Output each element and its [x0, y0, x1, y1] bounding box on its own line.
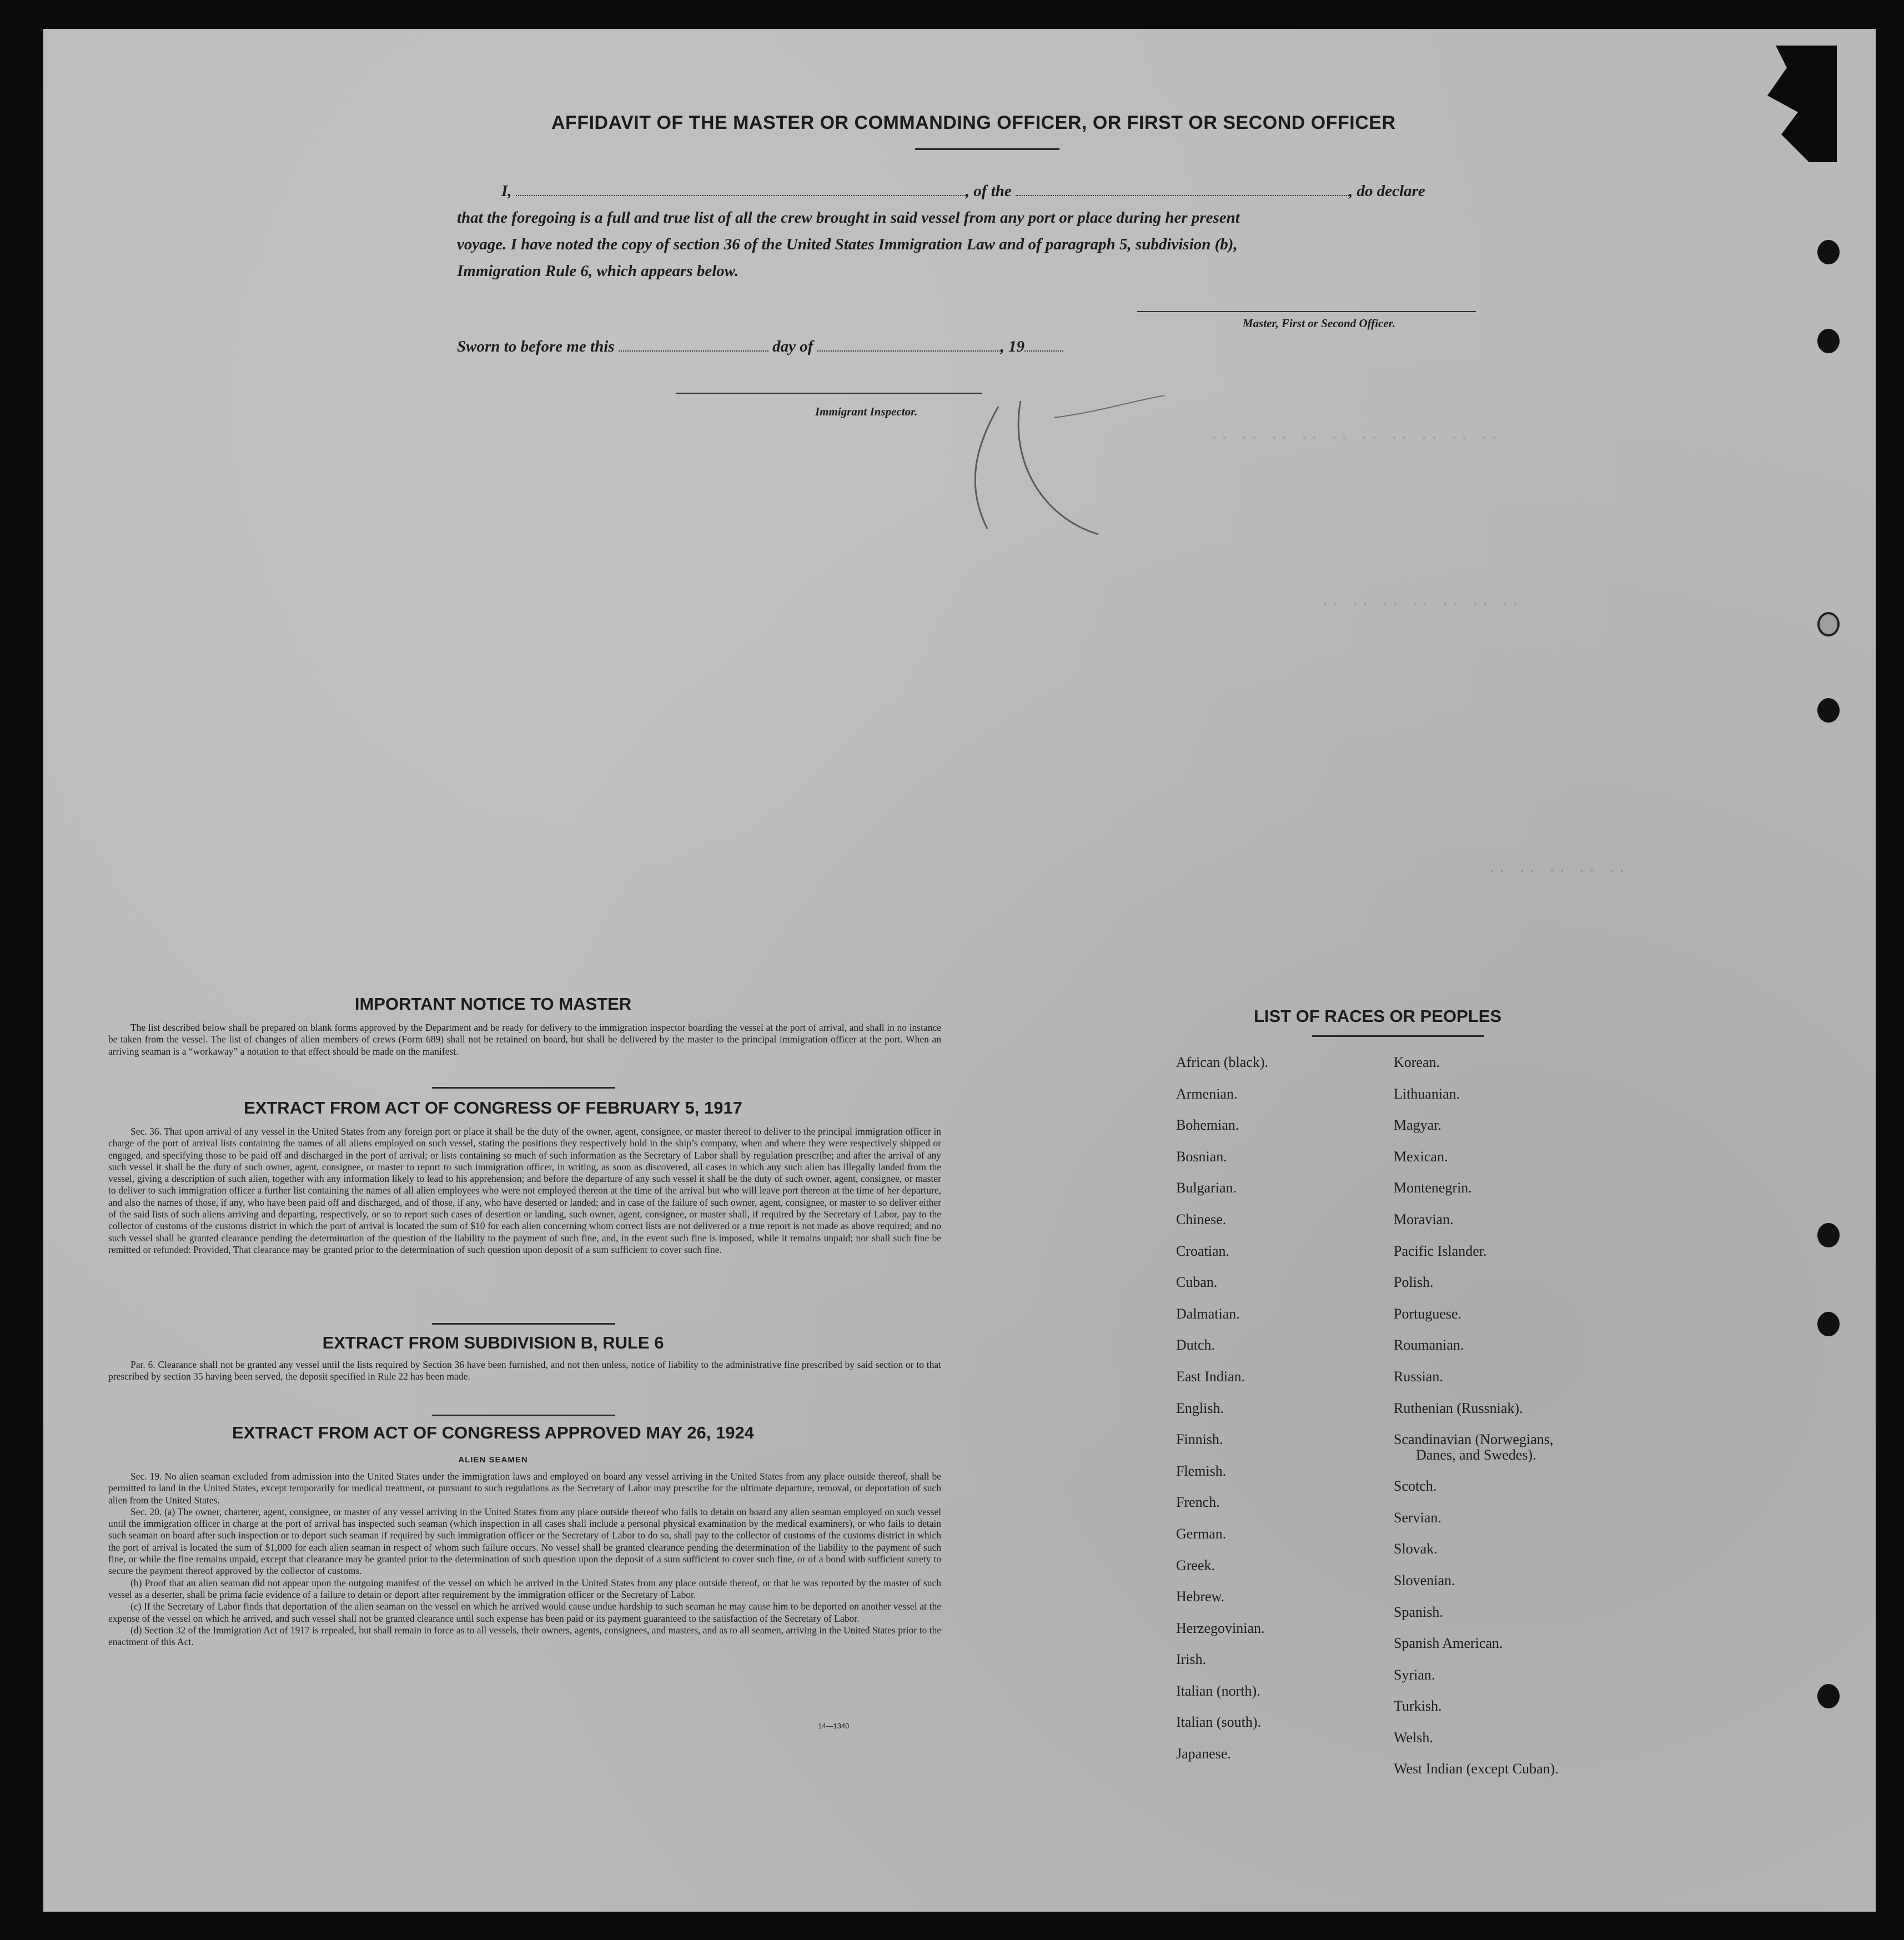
extract-1924-heading: EXTRACT FROM ACT OF CONGRESS APPROVED MAY 26, 1924 [232, 1423, 754, 1442]
bleed-through: ·· ·· ·· ·· ·· [1487, 862, 1627, 881]
pencil-scribble [954, 395, 1265, 540]
race-item: Italian (north). [1176, 1682, 1260, 1699]
sworn-label: Sworn to before me this [457, 338, 615, 355]
affidavit-line-1 [457, 178, 1523, 204]
race-item: Finnish. [1176, 1431, 1223, 1448]
race-item: Spanish. [1394, 1603, 1443, 1620]
document-page [43, 29, 1876, 1912]
affidavit-do-declare: , do declare [1349, 182, 1425, 200]
day-of-label: day of [772, 338, 813, 355]
punch-hole [1817, 698, 1840, 723]
races-divider [1312, 1035, 1484, 1037]
vessel-name-blank[interactable] [1016, 179, 1349, 196]
race-item: Scotch. [1394, 1478, 1437, 1495]
section-divider [432, 1415, 615, 1416]
race-item: Danes, and Swedes). [1416, 1447, 1536, 1463]
sworn-day-blank[interactable] [619, 335, 768, 352]
race-item: Armenian. [1176, 1085, 1238, 1102]
race-item: Polish. [1394, 1274, 1434, 1291]
affidavit-of-the: , of the [965, 182, 1012, 200]
race-item: Portuguese. [1394, 1305, 1462, 1322]
race-item: Korean. [1394, 1054, 1440, 1070]
extract-1917-text: Sec. 36. That upon arrival of any vessel in the United States from any foreign port or place it shall be the duty of the owner, agent, consignee, or master thereof to deliver to the principal immigration officer in charge of the port of arrival lists containing the names of all aliens employed on such vessel, stating the positions they respectively hold in the ship’s company, when and where they were respectively shipped or engaged, and specifying those to be paid off and discharged in the port of arrival; or lists containing so much of such information as the Secretary of Labor shall by regulation prescribe; and after the arrival of any such vessel it shall be the duty of such owner, agent, consignee, or master to report to such immigration officer, in writing, as soon as discovered, all cases in which any such alien has illegally landed from the vessel, giving a description of such alien, together with any information likely to lead to his apprehension; and before the departure of any such vessel it shall be the duty of such owner, agent, consignee, or master to deliver to such immigration officer a further list containing the names of all alien employees who were not employed thereon at the time of the arrival but who will leave port thereon at the time of her departure, and also the names of those, if any, who have been paid off and discharged, and of those, if any, who have deserted or landed; and in case of the failure of such owner, agent, consignee, or master to so deliver either of the said lists of such aliens arriving and departing, respectively, or so to report such cases of desertion or landing, such owner, agent, consignee, or master shall, if required by the Secretary of Labor, pay to the collector of customs of the customs district in which the port of arrival is located the sum of $10 for each alien concerning whom correct lists are not delivered or a true report is not made as above required; and no such vessel shall be granted clearance pending the determination of the question of the liability to the payment of such fine, and, in the event such fine is imposed, while it remains unpaid; nor shall such fine be remitted or refunded: Provided, That clearance may be granted prior to the determination of such question upon deposit of a sum sufficient to cover such fine. [108, 1126, 941, 1255]
race-item: Montenegrin. [1394, 1180, 1472, 1196]
race-item: Japanese. [1176, 1746, 1231, 1762]
affidavit-line-3: voyage. I have noted the copy of section 36 of the United States Immigration Law and of paragraph 5, subdivision (b), [457, 235, 1238, 253]
sworn-year-blank[interactable] [1024, 335, 1063, 352]
notice-heading: IMPORTANT NOTICE TO MASTER [354, 994, 632, 1014]
race-item: Turkish. [1394, 1698, 1442, 1715]
declarant-name-blank[interactable] [516, 179, 966, 196]
sworn-month-blank[interactable] [817, 335, 1001, 352]
master-signature-line[interactable] [1137, 311, 1476, 312]
race-item: Hebrew. [1176, 1588, 1225, 1605]
form-number: 14—1340 [818, 1722, 850, 1730]
year-prefix: , 19 [1000, 338, 1025, 355]
race-item: Irish. [1176, 1651, 1207, 1668]
affidavit-title: AFFIDAVIT OF THE MASTER OR COMMANDING OFFICER, OR FIRST OR SECOND OFFICER [551, 112, 1396, 133]
race-item: East Indian. [1176, 1368, 1245, 1385]
extract-1924-para: Sec. 19. No alien seaman excluded from admission into the United States under the immigration laws and employed on board any vessel arriving in the United States from any place outside thereof, shall be permitted to land in the United States, except temporarily for medical treatment, or pursuant to such regulations as the Secretary of Labor may prescribe for the ultimate departure, removal, or deportation of such alien from the United States. [108, 1471, 941, 1506]
race-item: Slovenian. [1394, 1572, 1455, 1588]
race-item: Bosnian. [1176, 1148, 1227, 1165]
punch-hole [1817, 1684, 1840, 1708]
inspector-signature-label: Immigrant Inspector. [815, 405, 918, 418]
punch-hole [1817, 1223, 1840, 1247]
race-item: Bohemian. [1176, 1117, 1239, 1134]
race-item: Italian (south). [1176, 1714, 1262, 1731]
extract-rule6-text: Par. 6. Clearance shall not be granted any vessel until the lists required by Section 36 have been furnished, and not then unless, notice of liability to the administrative fine prescribed by said section or to that prescribed by section 35 having been served, the deposit specified in Rule 22 has been made. [108, 1359, 941, 1382]
bleed-through: ·· ·· ·· ·· ·· ·· ·· [1320, 595, 1521, 614]
section-divider [432, 1087, 615, 1089]
race-item: Croatian. [1176, 1242, 1230, 1259]
affidavit-i-label: I, [501, 182, 512, 200]
extract-1924-para: (d) Section 32 of the Immigration Act of 1917 is repealed, but shall remain in force as to all vessels, their owners, agents, consignees, and masters, and as to all seamen, arriving in the United States prior to the enactment of this Act. [108, 1624, 941, 1648]
punch-hole [1817, 240, 1840, 264]
race-item: Slovak. [1394, 1541, 1438, 1557]
inspector-signature-line[interactable] [676, 393, 982, 394]
race-item: Ruthenian (Russniak). [1394, 1400, 1523, 1416]
race-item: Herzegovinian. [1176, 1620, 1265, 1636]
affidavit-line-4: Immigration Rule 6, which appears below. [457, 262, 739, 280]
sworn-line [457, 333, 1523, 360]
race-item: Moravian. [1394, 1211, 1454, 1227]
extract-1924-para: Sec. 20. (a) The owner, charterer, agent, consignee, or master of any vessel arriving in the United States from any place outside thereof who fails to detain on board any alien seaman employed on such vessel until the immigration officer in charge at the port of arrival has inspected such seaman (which inspection in all cases shall include a personal physical examination by the medical examiners), or who fails to detain such seaman on board after such inspection or to deport such seaman if required by such immigration officer or the Secretary of Labor to do so, shall pay to the collector of customs of the customs district in which the port of arrival is located the sum of $1,000 for each alien seaman in respect of whom such failure occurs. No vessel shall be granted clearance pending the determination of the liability to the payment of such fine, or while the fine remains unpaid, except that clearance may be granted prior to the determination of such question upon the deposit of a sum sufficient to cover such fine, or of a bond with sufficient surety to secure the payment thereof approved by the collector of customs. [108, 1506, 941, 1577]
race-item: Pacific Islander. [1394, 1242, 1487, 1259]
race-item: Magyar. [1394, 1117, 1441, 1134]
races-right-column [1394, 1047, 1559, 1785]
race-item: Greek. [1176, 1557, 1215, 1573]
punch-hole [1817, 612, 1840, 636]
races-left-column [1176, 1047, 1268, 1770]
race-item: Roumanian. [1394, 1337, 1464, 1354]
section-divider [432, 1323, 615, 1325]
race-item: Syrian. [1394, 1666, 1435, 1683]
race-item: Lithuanian. [1394, 1085, 1460, 1102]
race-item: Dutch. [1176, 1337, 1215, 1354]
notice-text: The list described below shall be prepared on blank forms approved by the Department and be ready for delivery to the immigration inspector boarding the vessel at the port of arrival, and shall in no instance be taken from the vessel. The list of changes of alien members of crews (Form 689) shall not be retained on board, but shall be delivered by the master to the principal immigration officer at the port. When an arriving seaman is a “workaway” a notation to that effect should be made on the manifest. [108, 1022, 941, 1057]
race-item: English. [1176, 1400, 1224, 1416]
race-item: Servian. [1394, 1509, 1441, 1526]
race-item: Cuban. [1176, 1274, 1218, 1291]
alien-seamen-subheading: ALIEN SEAMEN [458, 1455, 528, 1465]
race-item: West Indian (except Cuban). [1394, 1761, 1559, 1777]
extract-1917-heading: EXTRACT FROM ACT OF CONGRESS OF FEBRUARY 5, 1917 [244, 1098, 742, 1117]
extract-1924-para: (c) If the Secretary of Labor finds that deportation of the alien seaman on the vessel on which he arrived would cause undue hardship to such seaman he may cause him to be deported on another vessel at the expense of the vessel on which he arrived, and such vessel shall not be granted clearance until such expense has been paid or its payment guaranteed to the satisfaction of the Secretary of Labor. [108, 1601, 941, 1624]
race-item: Chinese. [1176, 1211, 1227, 1227]
race-item: Flemish. [1176, 1462, 1227, 1479]
extract-1924-text [108, 1471, 941, 1648]
race-item: Scandinavian (Norwegians, [1394, 1431, 1554, 1448]
race-item: Russian. [1394, 1368, 1443, 1385]
races-heading: LIST OF RACES OR PEOPLES [1254, 1006, 1502, 1026]
race-item: Dalmatian. [1176, 1305, 1240, 1322]
race-item: Bulgarian. [1176, 1180, 1237, 1196]
punch-hole [1817, 329, 1840, 353]
race-item: German. [1176, 1525, 1227, 1542]
extract-rule6-heading: EXTRACT FROM SUBDIVISION B, RULE 6 [322, 1333, 664, 1352]
title-divider [915, 148, 1059, 150]
torn-corner [1765, 46, 1837, 162]
race-item: African (black). [1176, 1054, 1269, 1070]
affidavit-line-2: that the foregoing is a full and true list of all the crew brought in said vessel from any port or place during her present [457, 209, 1240, 227]
race-item: Mexican. [1394, 1148, 1448, 1165]
race-item: French. [1176, 1494, 1220, 1511]
bleed-through: ·· ·· ·· ·· ·· ·· ·· ·· ·· ·· [1209, 429, 1500, 448]
punch-hole [1817, 1312, 1840, 1336]
race-item: Spanish American. [1394, 1635, 1503, 1652]
extract-1924-para: (b) Proof that an alien seaman did not appear upon the outgoing manifest of the vessel on which he arrived in the United States from any place outside thereof, or that he was reported by the master of such vessel as a deserter, shall be prima facie evidence of a failure to detain or deport after requirement by the immigration officer or the Secretary of Labor. [108, 1577, 941, 1600]
race-item: Welsh. [1394, 1729, 1433, 1746]
master-signature-label: Master, First or Second Officer. [1243, 317, 1395, 330]
